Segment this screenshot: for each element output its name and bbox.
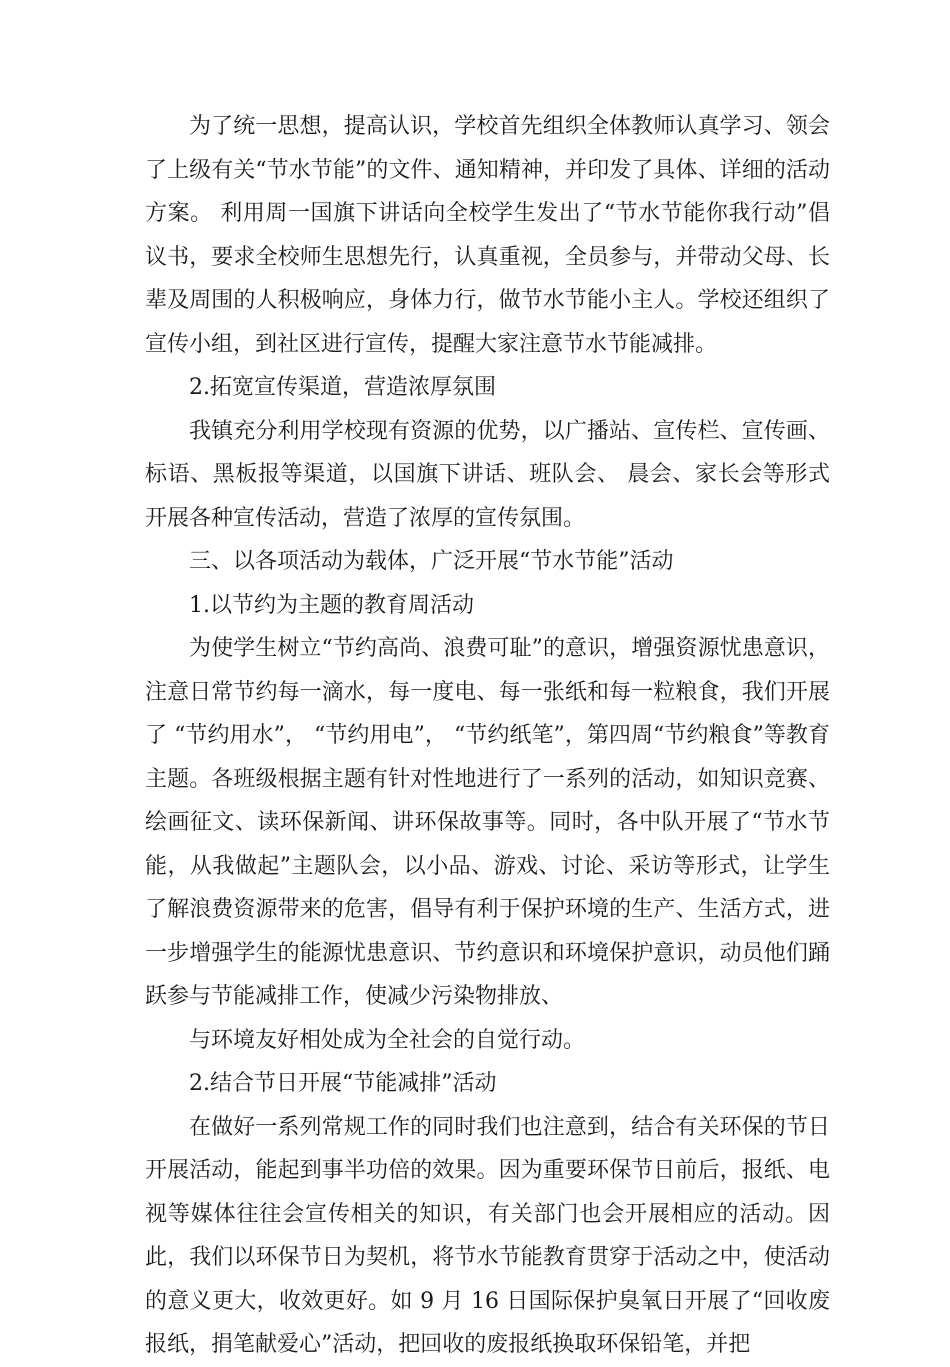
document-page [145, 105, 830, 1367]
section-heading: 三、以各项活动为载体，广泛开展“节水节能”活动 [189, 549, 674, 574]
body-paragraph: 我镇充分利用学校现有资源的优势，以广播站、宣传栏、宣传画、标语、黑板报等渠道，以国旗下讲话、班队会、 晨会、家长会等形式开展各种宣传活动，营造了浓厚的宣传氛围。 [145, 418, 830, 531]
body-paragraph: 在做好一系列常规工作的同时我们也注意到，结合有关环保的节日开展活动，能起到事半功倍的效果。因为重要环保节日前后，报纸、电视等媒体往往会宣传相关的知识，有关部门也会开展相应的活动。因此，我们以环保节日为契机，将节水节能教育贯穿于活动之中，使活动的意义更大，收效更好。如 9 月 16 日国际保护臭氧日开展了“回收废报纸，捐笔献爱心”活动，把回收的废报纸换取环保铅笔，并把 [145, 1114, 830, 1357]
body-paragraph-continuation: 与环境友好相处成为全社会的自觉行动。 [189, 1027, 586, 1053]
section-heading: 2.结合节日开展“节能减排”活动 [189, 1071, 497, 1096]
section-heading: 2.拓宽宣传渠道，营造浓厚氛围 [189, 375, 496, 400]
body-paragraph: 为了统一思想，提高认识，学校首先组织全体教师认真学习、领会了上级有关“节水节能”的文件、通知精神，并印发了具体、详细的活动方案。 利用周一国旗下讲话向全校学生发出了“节水节能你我行动”倡议书，要求全校师生思想先行，认真重视，全员参与，并带动父母、长辈及周围的人积极响应，身体力行，做节水节能小主人。学校还组织了宣传小组，到社区进行宣传，提醒大家注意节水节能减排。 [145, 114, 830, 357]
body-paragraph: 为使学生树立“节约高尚、浪费可耻”的意识，增强资源忧患意识，注意日常节约每一滴水，每一度电、每一张纸和每一粒粮食，我们开展了 “节约用水”， “节约用电”， “节约纸笔”，第四周“节约粮食”等教育主题。各班级根据主题有针对性地进行了一系列的活动，如知识竞赛、绘画征文、读环保新闻、讲环保故事等。同时，各中队开展了“节水节能，从我做起”主题队会，以小品、游戏、讨论、采访等形式，让学生了解浪费资源带来的危害，倡导有利于保护环境的生产、生活方式，进一步增强学生的能源忧患意识、节约意识和环境保护意识，动员他们踊跃参与节能减排工作，使减少污染物排放、 [145, 636, 830, 1009]
section-heading: 1.以节约为主题的教育周活动 [189, 592, 474, 618]
